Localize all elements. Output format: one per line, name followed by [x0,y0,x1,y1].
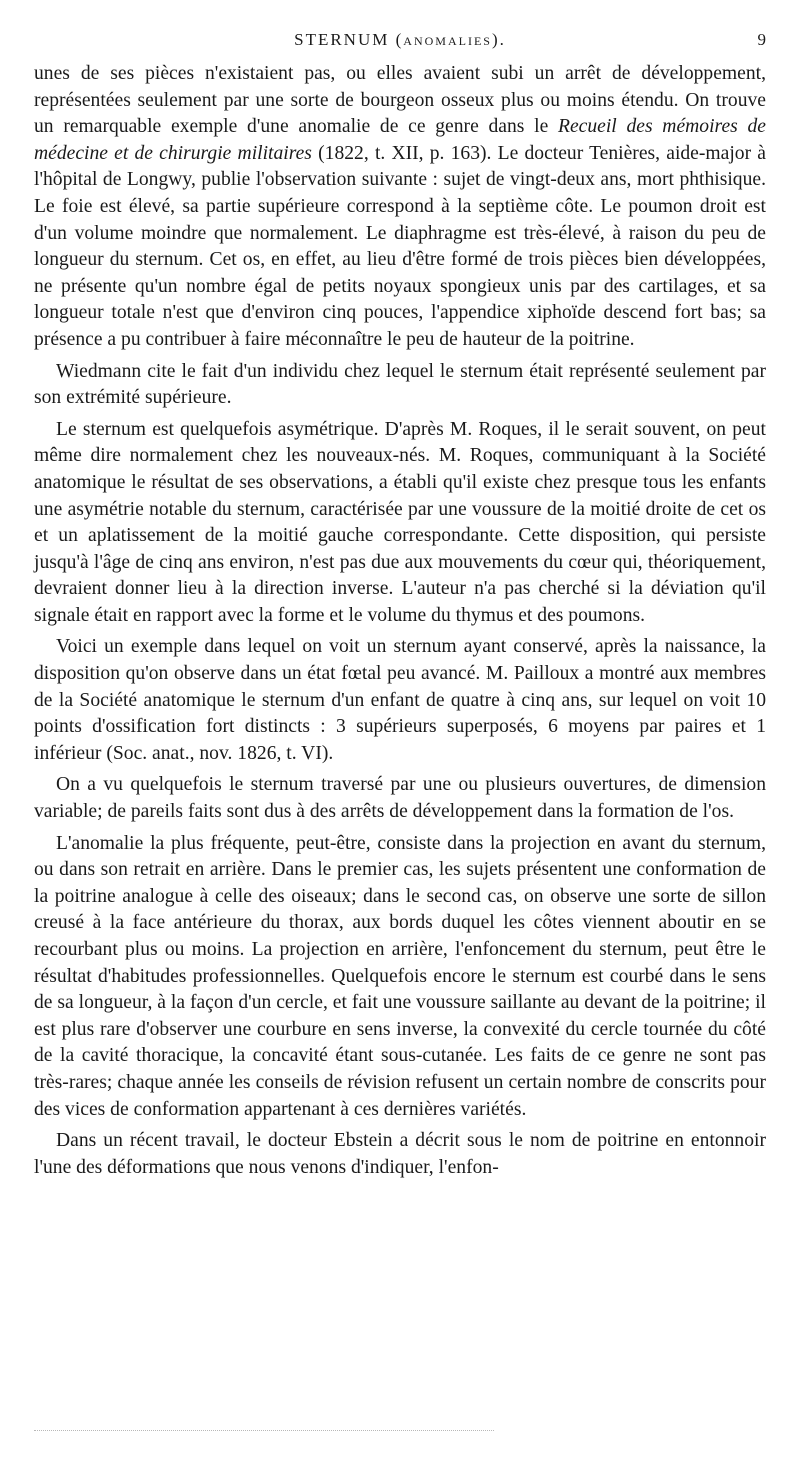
paragraph-4: Voici un exemple dans lequel on voit un sternum ayant conservé, après la naissance, la disposition qu'on observe dans un état fœtal peu avancé. M. Pailloux a montré aux membres de la Société anatomique le sternum d'un enfant de quatre à cinq ans, sur lequel on voit 10 points d'ossification fort distincts : 3 supérieurs superposés, 6 moyens par paires et 1 inférieur (Soc. anat., nov. 1826, t. VI). [34,636,766,764]
page-number: 9 [757,30,766,49]
running-head [34,30,766,54]
running-title-main: STERNUM [294,30,390,49]
running-title-paren-close: ). [491,30,506,49]
footer-dotted-rule [34,1430,494,1431]
paragraph-1-start: unes de ses pièces n'existaient pas, ou elles avaient subi un arrêt de développement, représentées seulement par une sorte de bourgeon osseux plus ou moins étendu. On trouve un remarquable exemple d'une anomalie de ce genre dans le [34,63,766,138]
paragraph-6: L'anomalie la plus fréquente, peut-être, consiste dans la projection en avant du sternum, ou dans son retrait en arrière. Dans le premier cas, les sujets présentent une conformation de la poitrine analogue à celle des oiseaux; dans le second cas, on observe une sorte de sillon creusé à la face antérieure du thorax, aux bords duquel les côtes viennent aboutir en se recourbant plus ou moins. La projection en arrière, l'enfoncement du sternum, peut être le résultat d'habitudes professionnelles. Quelquefois encore le sternum est courbé dans le sens de sa longueur, à la façon d'un cercle, et fait une voussure saillante au devant de la poitrine; il est plus rare d'observer une courbure en sens inverse, la convexité du cercle tournée du côté de la cavité thoracique, la concavité étant sous-cutanée. Les faits de ce genre ne sont pas très-rares; chaque année les conseils de révision refusent un certain nombre de conscrits pour des vices de conformation appartenant à ces dernières variétés. [34,832,766,1120]
paragraph-1-end: (1822, t. XII, p. 163). Le docteur Tenières, aide-major à l'hôpital de Longwy, publie l'observation suivante : sujet de vingt-deux ans, mort phthisique. Le foie est élevé, sa partie supérieure correspond à la septième côte. Le poumon droit est d'un volume moindre que normalement. Le diaphragme est très-élevé, à raison du peu de longueur du sternum. Cet os, en effet, au lieu d'être formé de trois pièces bien développées, ne présente qu'un nombre égal de petits noyaux spongieux unis par des cartilages, et sa longueur totale n'est que d'environ cinq pouces, l'appendice xiphoïde descend fort bas; sa présence a pu contribuer à faire méconnaître le peu de hauteur de la poitrine. [34,142,766,350]
running-title [34,30,766,50]
body-text [34,61,766,1186]
paragraph-3: Le sternum est quelquefois asymétrique. D'après M. Roques, il le serait souvent, on peut même dire normalement chez les nouveaux-nés. M. Roques, communiquant à la Société anatomique le résultat de ses observations, a établi qu'il existe chez presque tous les enfants une asymétrie notable du sternum, caractérisée par une voussure de la moitié droite de cet os et un aplatissement de la moitié gauche correspondante. Cette disposition, qui persiste jusqu'à l'âge de cinq ans environ, n'est pas due aux mouvements du cœur qui, théoriquement, devraient donner lieu à la direction inverse. L'auteur n'a pas cherché si la déviation qu'il signale était en rapport avec la forme et le volume du thymus et des poumons. [34,418,766,626]
running-title-paren-open: ( [389,30,404,49]
paragraph-7: Dans un récent travail, le docteur Ebstein a décrit sous le nom de poitrine en entonnoir l'une des déformations que nous venons d'indiquer, l'enfon- [34,1130,766,1178]
running-title-subtitle: ANOMALIES [403,34,492,48]
journal-title: Recueil des mémoires de médecine et de chirurgie militaires [34,116,766,164]
paragraph-5: On a vu quelquefois le sternum traversé par une ou plusieurs ouvertures, de dimension variable; de pareils faits sont dus à des arrêts de développement dans la formation de l'os. [34,774,766,823]
paragraph-2: Wiedmann cite le fait d'un individu chez lequel le sternum était représenté seulement par son extrémité supérieure. [34,360,766,409]
paragraph-1 [34,61,766,354]
